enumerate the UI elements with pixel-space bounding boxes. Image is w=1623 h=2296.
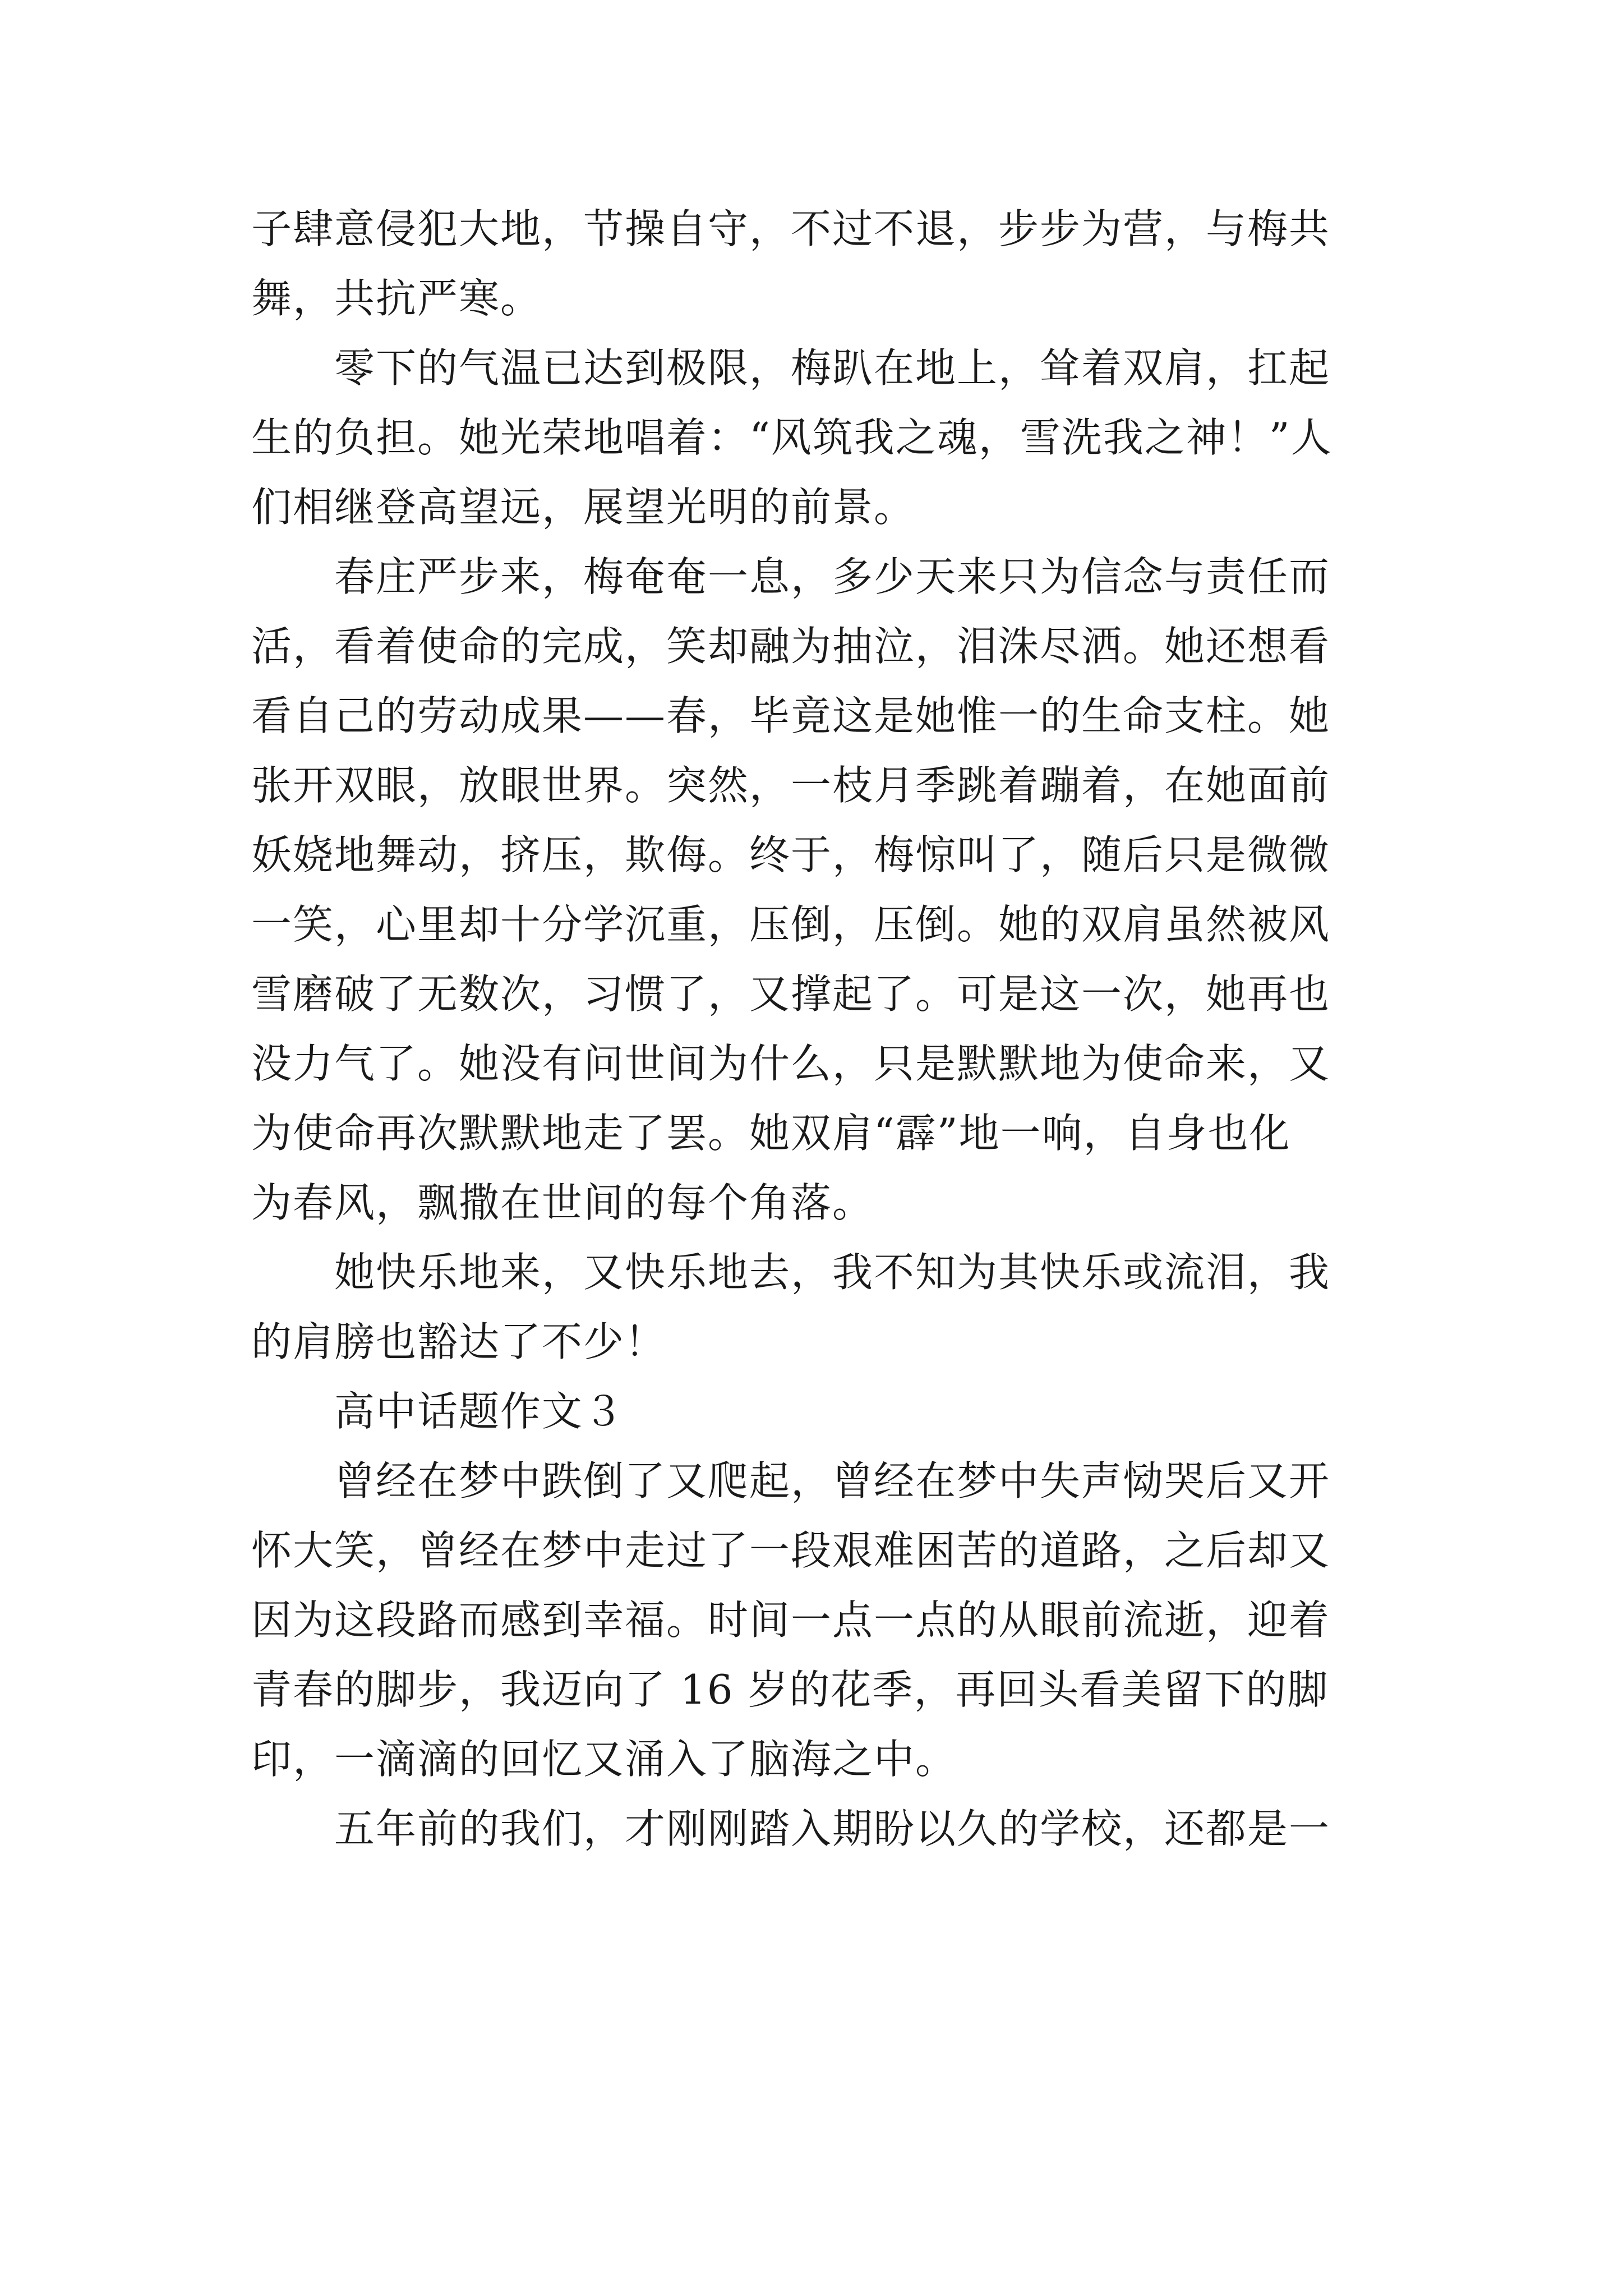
text-line: 怀大笑，曾经在梦中走过了一段艰难困苦的道路，之后却又 [251, 1527, 1331, 1574]
text-line: 因为这段路而感到幸福。时间一点一点的从眼前流逝，迎着 [251, 1596, 1331, 1644]
text-line: 妖娆地舞动，挤压，欺侮。终于，梅惊叫了，随后只是微微 [251, 831, 1331, 878]
body-text [251, 194, 1384, 1864]
text-line: 没力气了。她没有问世间为什么，只是默默地为使命来，又 [251, 1040, 1331, 1087]
text-line: 青春的脚步，我迈向了 16 岁的花季，再回头看美留下的脚 [251, 1666, 1329, 1713]
text-line: 子肆意侵犯大地，节操自守，不过不退，步步为营，与梅共 [251, 205, 1331, 252]
text-line: 们相继登高望远，展望光明的前景。 [251, 484, 916, 531]
text-line: 的肩膀也豁达了不少！ [251, 1318, 667, 1365]
text-line: 雪磨破了无数次，习惯了，又撑起了。可是这一次，她再也 [251, 970, 1331, 1018]
text-line: 春庄严步来，梅奄奄一息，多少天来只为信念与责任而 [251, 553, 1331, 600]
text-line: 曾经在梦中跌倒了又爬起，曾经在梦中失声恸哭后又开 [251, 1457, 1331, 1504]
text-line: 零下的气温已达到极限，梅趴在地上，耸着双肩，扛起 [251, 344, 1331, 392]
text-line: 五年前的我们，才刚刚踏入期盼以久的学校，还都是一 [251, 1805, 1331, 1852]
text-line: 她快乐地来，又快乐地去，我不知为其快乐或流泪，我 [251, 1249, 1331, 1296]
text-line: 为使命再次默默地走了罢。她双肩“霹”地一响，自身也化 [251, 1110, 1291, 1157]
text-line: 为春风，飘撒在世间的每个角落。 [251, 1179, 874, 1226]
text-line: 舞，共抗严寒。 [251, 275, 542, 322]
text-line: 活，看着使命的完成，笑却融为抽泣，泪洙尽洒。她还想看 [251, 623, 1331, 670]
text-line: 印，一滴滴的回忆又涌入了脑海之中。 [251, 1736, 957, 1783]
text-line: 生的负担。她光荣地唱着：“风筑我之魂，雪洗我之神！”人 [251, 414, 1332, 461]
text-line: 张开双眼，放眼世界。突然，一枝月季跳着蹦着，在她面前 [251, 762, 1331, 809]
text-line: 看自己的劳动成果——春，毕竟这是她惟一的生命支柱。她 [251, 692, 1331, 739]
text-line: 一笑，心里却十分学沉重，压倒，压倒。她的双肩虽然被风 [251, 901, 1331, 948]
section-heading: 高中话题作文３ [251, 1388, 625, 1435]
